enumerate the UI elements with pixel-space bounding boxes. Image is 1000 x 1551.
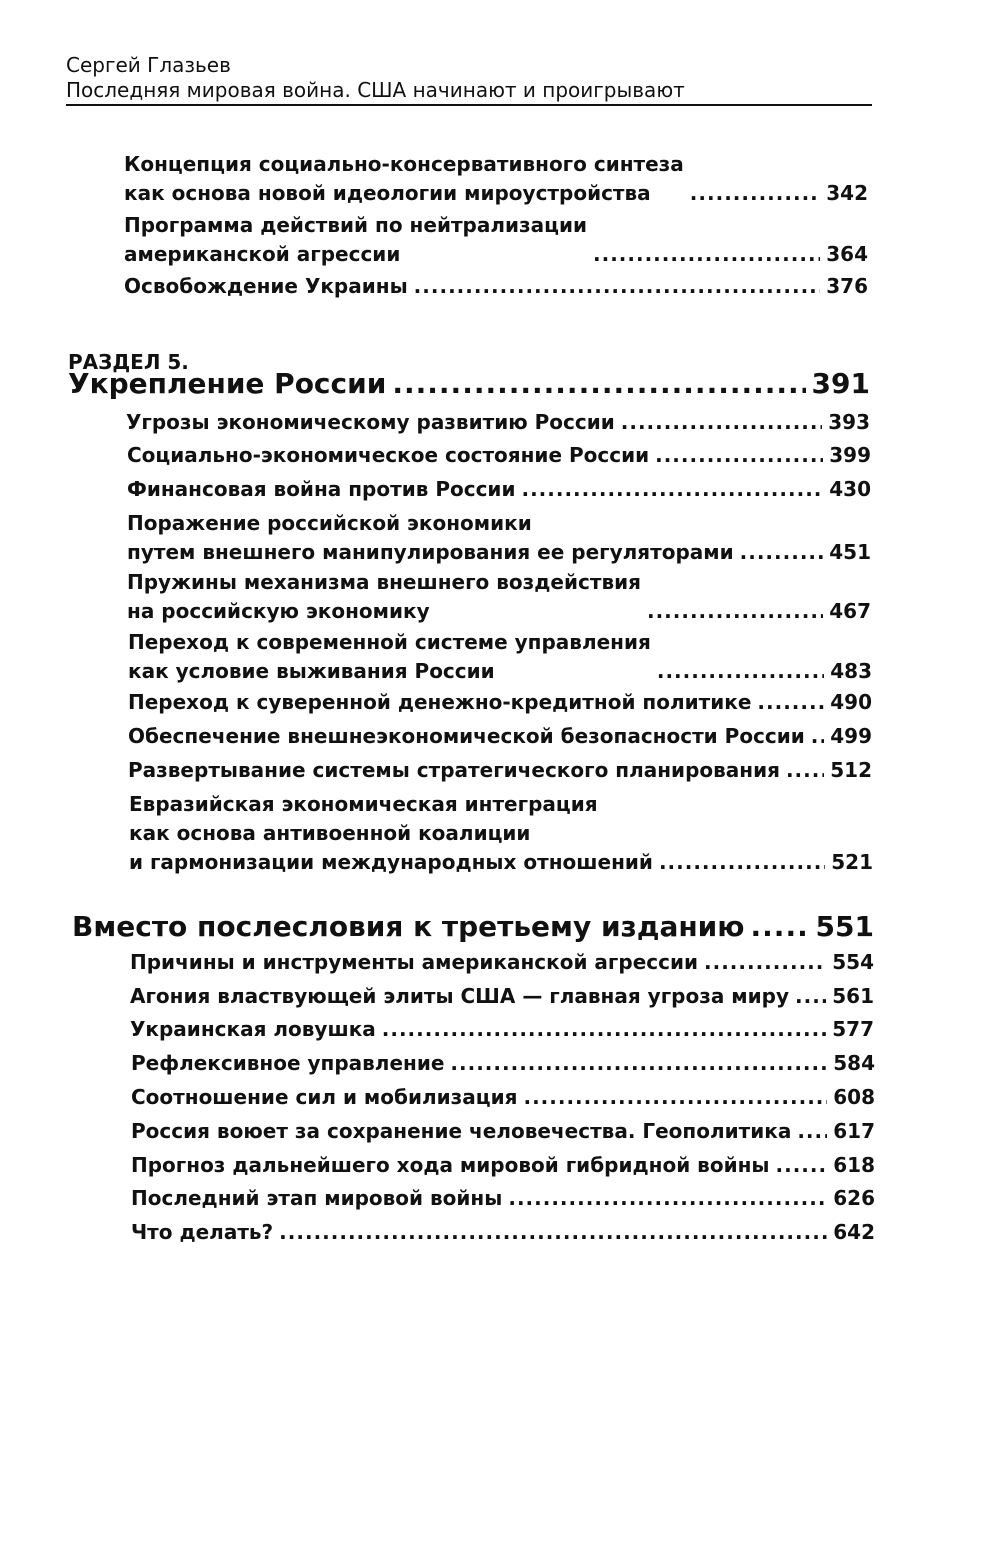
toc-entry-text: как основа антивоенной коалиции: [129, 821, 531, 845]
toc-entry: [131, 1117, 875, 1146]
section-page-number: 391: [811, 367, 870, 400]
toc-entry: [128, 628, 872, 686]
toc-entry: [124, 272, 868, 301]
toc-entry-text: путем внешнего манипулирования ее регуляторами: [127, 540, 734, 564]
toc-page-number: 490: [830, 690, 872, 714]
toc-page-number: 561: [832, 984, 874, 1008]
leader-dots: [382, 1015, 826, 1044]
toc-page-number: 521: [831, 850, 873, 874]
toc-entry: [130, 1015, 874, 1044]
running-header: [66, 52, 872, 106]
leader-dots: [593, 240, 820, 269]
leader-dots: [776, 1151, 828, 1180]
leader-dots: [797, 1117, 827, 1146]
toc-page-number: 512: [830, 758, 872, 782]
toc-page-number: 584: [833, 1051, 875, 1075]
toc-page-number: 451: [829, 540, 871, 564]
toc-entry: [131, 1151, 875, 1180]
toc-entry: [127, 509, 871, 567]
toc-entry: [130, 982, 874, 1011]
toc-entry: [131, 1083, 875, 1112]
toc-page-number: 430: [829, 477, 871, 501]
toc-page-number: 399: [829, 443, 871, 467]
toc-page-number: 626: [833, 1186, 875, 1210]
leader-dots: [523, 1083, 827, 1112]
toc-entry-text: Финансовая война против России: [127, 477, 516, 501]
toc-entry-text: на российскую экономику: [127, 599, 430, 623]
toc-entry: [127, 475, 871, 504]
leader-dots: [414, 272, 821, 301]
toc-entry-text: Программа действий по нейтрализации: [124, 213, 587, 237]
toc-entry-text: Концепция социально-консервативного синтеза: [124, 152, 684, 176]
leader-dots: [811, 722, 824, 751]
leader-dots: [647, 597, 823, 626]
leader-dots: [508, 1184, 827, 1213]
toc-entry: [131, 1049, 875, 1078]
leader-dots: [795, 982, 826, 1011]
toc-entry-text: Социально-экономическое состояние России: [127, 443, 650, 467]
toc-entry: [131, 1218, 875, 1247]
leader-dots: [657, 657, 824, 686]
toc-page-number: 577: [832, 1017, 874, 1041]
toc-entry: [127, 441, 871, 470]
toc-entry-text: Обеспечение внешнеэкономической безопасности России: [128, 724, 805, 748]
section-title: Укрепление России: [68, 367, 387, 400]
leader-dots: [690, 179, 820, 208]
toc-entry: [126, 408, 870, 437]
toc-entry-text: Соотношение сил и мобилизация: [131, 1085, 518, 1109]
toc-entry-text: Переход к современной системе управления: [128, 630, 651, 654]
toc-page-number: 554: [832, 950, 874, 974]
toc-page-number: 642: [833, 1220, 875, 1244]
toc-entry-text: Что делать?: [131, 1220, 274, 1244]
toc-page-number: 467: [829, 599, 871, 623]
toc-entry-text: Рефлексивное управление: [131, 1051, 445, 1075]
toc-entry: [128, 722, 872, 751]
leader-dots: [279, 1218, 827, 1247]
leader-dots: [392, 366, 805, 402]
toc-entry: [128, 688, 872, 717]
toc-entry-text: Переход к суверенной денежно-кредитной политике: [128, 690, 752, 714]
leader-dots: [655, 441, 823, 470]
toc-entry-text: Развертывание системы стратегического планирования: [128, 758, 780, 782]
toc-entry-text: Последний этап мировой войны: [131, 1186, 503, 1210]
section-heading: [68, 366, 870, 402]
toc-page-number: 364: [826, 242, 868, 266]
toc-entry-text: Россия воюет за сохранение человечества. Геополитика: [131, 1119, 792, 1143]
toc-entry: [124, 211, 868, 269]
toc-entry-text: Украинская ловушка: [130, 1017, 376, 1041]
toc-entry-text: Прогноз дальнейшего хода мировой гибридной войны: [131, 1153, 770, 1177]
section-title: Вместо послесловия к третьему изданию: [72, 910, 745, 943]
toc-page-number: 342: [826, 181, 868, 205]
toc-entry-text: Освобождение Украины: [124, 274, 408, 298]
toc-entry: [128, 756, 872, 785]
leader-dots: [659, 848, 825, 877]
leader-dots: [450, 1049, 827, 1078]
leader-dots: [621, 408, 823, 437]
toc-entry-text: и гармонизации международных отношений: [129, 850, 653, 874]
toc-page-number: 617: [833, 1119, 875, 1143]
author-name: Сергей Глазьев: [66, 53, 231, 77]
toc-page-number: 483: [830, 659, 872, 683]
leader-dots: [704, 948, 826, 977]
toc-page-number: 608: [833, 1085, 875, 1109]
toc-entry: [124, 150, 868, 208]
toc-entry: [130, 948, 874, 977]
toc-entry-text: как основа новой идеологии мироустройства: [124, 181, 651, 205]
section-label: РАЗДЕЛ 5.: [68, 350, 189, 374]
toc-entry: [127, 568, 871, 626]
toc-entry-text: Поражение российской экономики: [127, 511, 532, 535]
toc-page-number: 499: [830, 724, 872, 748]
section-heading: [72, 909, 874, 945]
leader-dots: [751, 909, 810, 945]
toc-entry-text: американской агрессии: [124, 242, 401, 266]
toc-entry: [129, 790, 873, 877]
section-page-number: 551: [815, 910, 874, 943]
toc-page-number: 618: [833, 1153, 875, 1177]
toc-entry-text: Пружины механизма внешнего воздействия: [127, 570, 641, 594]
toc-page-number: 376: [826, 274, 868, 298]
leader-dots: [740, 538, 824, 567]
toc-entry-text: как условие выживания России: [128, 659, 495, 683]
book-title: Последняя мировая война. США начинают и проигрывают: [66, 78, 872, 106]
toc-entry-text: Угрозы экономическому развитию России: [126, 410, 615, 434]
toc-entry-text: Евразийская экономическая интеграция: [129, 792, 598, 816]
leader-dots: [521, 475, 823, 504]
leader-dots: [786, 756, 824, 785]
toc-entry: [131, 1184, 875, 1213]
toc-entry-text: Агония властвующей элиты США — главная угроза миру: [130, 984, 789, 1008]
leader-dots: [757, 688, 824, 717]
toc-entry-text: Причины и инструменты американской агрессии: [130, 950, 698, 974]
toc-page-number: 393: [828, 410, 870, 434]
